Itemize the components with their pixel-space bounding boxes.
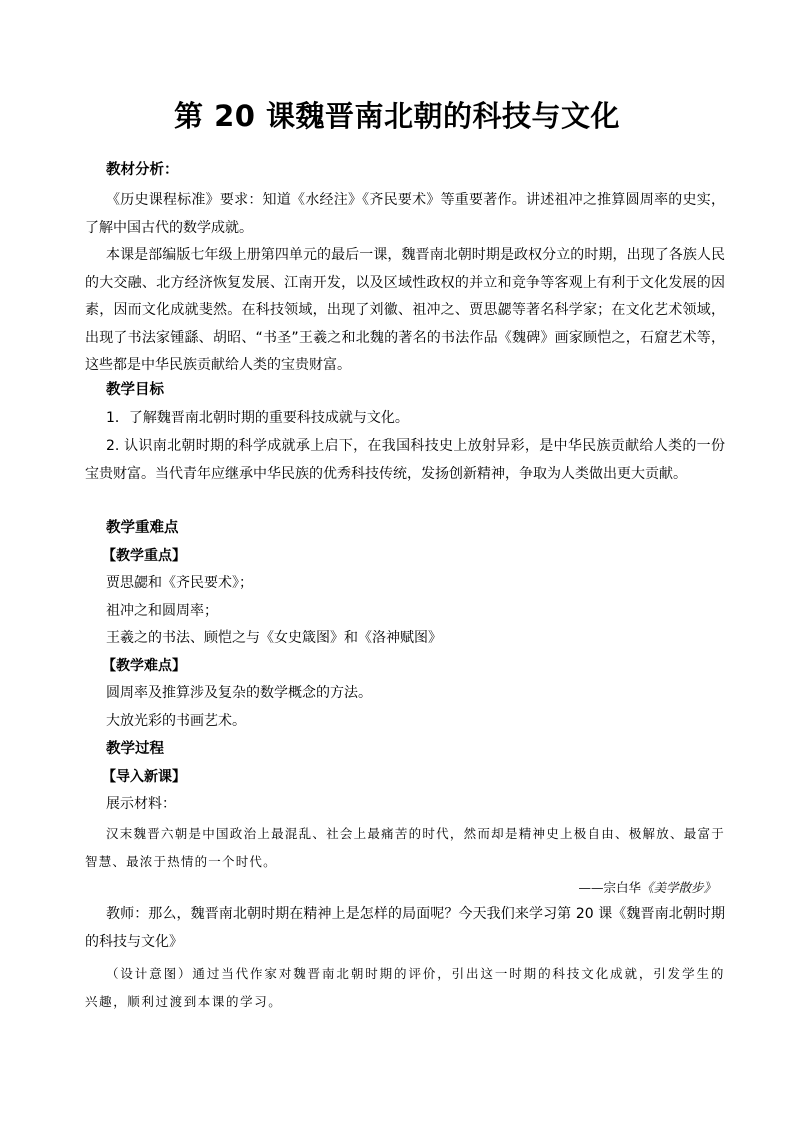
goal-item-2: 2. 认识南北朝时期的科学成就承上启下，在我国科技史上放射异彩，是中华民族贡献给人类的一份宝贵财富。当代青年应继承中华民族的优秀科技传统，发扬创新精神，争取为人类做出更大贡献。 xyxy=(85,438,725,482)
keypoints-section xyxy=(85,515,725,735)
teacher-section xyxy=(85,901,725,956)
quote-attribution xyxy=(578,878,716,898)
goals-section xyxy=(85,377,725,488)
attribution-book: 《美学散步》 xyxy=(640,880,716,895)
focus-label: 【教学重点】 xyxy=(102,547,186,564)
process-section xyxy=(85,736,725,819)
focus-item-3: 王羲之的书法、顾恺之与《女史箴图》和《洛神赋图》 xyxy=(106,630,442,646)
teacher-line: 教师：那么，魏晋南北朝时期在精神上是怎样的局面呢？今天我们来学习第 20 课《魏晋南北朝时期的科技与文化》 xyxy=(85,906,725,950)
goal-item-1: 1．了解魏晋南北朝时期的重要科技成就与文化。 xyxy=(106,409,409,426)
goals-heading: 教学目标 xyxy=(106,382,164,398)
difficulty-item-2: 大放光彩的书画艺术。 xyxy=(106,712,246,729)
process-heading: 教学过程 xyxy=(106,741,164,757)
focus-item-1: 贾思勰和《齐民要术》； xyxy=(106,575,253,591)
focus-item-2: 祖冲之和圆周率； xyxy=(106,602,218,619)
difficulty-item-1: 圆周率及推算涉及复杂的数学概念的方法。 xyxy=(106,685,372,701)
attribution-author: ——宗白华 xyxy=(578,880,641,895)
page-title: 第 20 课魏晋南北朝的科技与文化 xyxy=(173,99,621,133)
analysis-paragraph-2: 本课是部编版七年级上册第四单元的最后一课，魏晋南北朝时期是政权分立的时期，出现了各族人民的大交融、北方经济恢复发展、江南开发，以及区域性政权的并立和竞争等客观上有利于文化发展的因素，因而文化成就斐然。在科技领域，出现了刘徽、祖冲之、贾思勰等著名科学家；在文化艺术领域，出现了书法家锺繇、胡昭、“书圣”王羲之和北魏的著名的书法作品《魏碑》画家顾恺之，石窟艺术等，这些都是中华民族贡献给人类的宝贵财富。 xyxy=(85,247,725,373)
analysis-section xyxy=(85,157,725,185)
difficulty-label: 【教学难点】 xyxy=(102,657,186,674)
design-note: （设计意图）通过当代作家对魏晋南北朝时期的评价，引出这一时期的科技文化成就，引发学生的兴趣，顺利过渡到本课的学习。 xyxy=(85,966,725,1009)
material-label: 展示材料： xyxy=(106,796,176,812)
analysis-heading: 教材分析： xyxy=(106,162,179,178)
analysis-body xyxy=(85,187,725,380)
material-quote: 汉末魏晋六朝是中国政治上最混乱、社会上最痛苦的时代，然而却是精神史上极自由、极解放、最富于智慧、最浓于热情的一个时代。 xyxy=(85,826,725,869)
keypoints-heading: 教学重难点 xyxy=(106,520,179,536)
analysis-paragraph-1: 《历史课程标准》要求：知道《水经注》《齐民要术》等重要著作。讲述祖冲之推算圆周率的史实，了解中国古代的数学成就。 xyxy=(85,192,725,236)
intro-label: 【导入新课】 xyxy=(102,768,186,785)
